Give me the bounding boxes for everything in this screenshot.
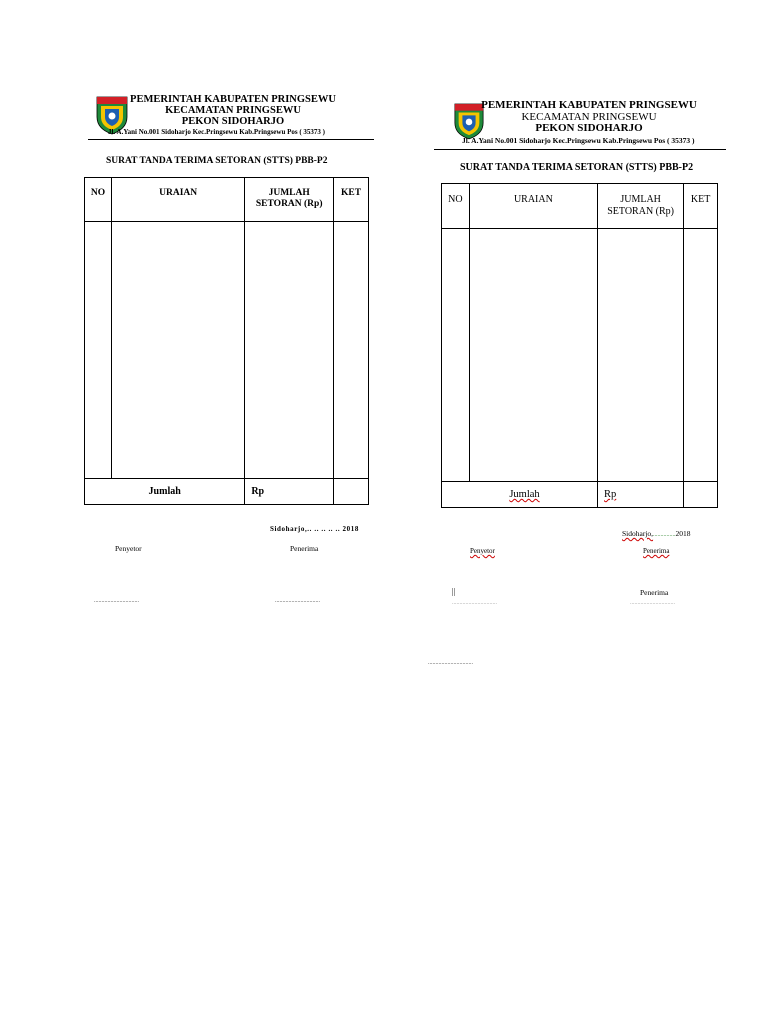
header-divider xyxy=(434,149,726,150)
penerima-signature-line[interactable]: .............................. xyxy=(630,600,675,606)
col-header-uraian: URAIAN xyxy=(111,178,244,222)
table-cell-ket[interactable] xyxy=(684,229,718,482)
penerima-signature-line[interactable]: .............................. xyxy=(275,598,320,604)
col-header-no: NO xyxy=(85,178,112,222)
header-government: PEMERINTAH KABUPATEN PRINGSEWU xyxy=(130,94,336,105)
col-header-uraian: URAIAN xyxy=(469,184,597,229)
col-header-no: NO xyxy=(442,184,470,229)
total-ket-cell[interactable] xyxy=(334,479,369,505)
table-cell-no[interactable] xyxy=(442,229,470,482)
table-cell-uraian[interactable] xyxy=(469,229,597,482)
col-header-ket: KET xyxy=(684,184,718,229)
col-header-jumlah-setoran: JUMLAH SETORAN (Rp) xyxy=(245,178,334,222)
signing-date: Sidoharjo,.. .. .. .. .. 2018 xyxy=(270,525,359,533)
table-cell-jumlah[interactable] xyxy=(598,229,684,482)
penyetor-label: Penyetor xyxy=(470,547,495,555)
header-address: Jl. A.Yani No.001 Sidoharjo Kec.Pringsewu Kab.Pringsewu Pos ( 35373 ) xyxy=(462,136,695,145)
deposit-table xyxy=(441,183,718,508)
total-amount-cell[interactable]: Rp xyxy=(245,479,334,505)
signing-place: Sidoharjo, xyxy=(622,529,654,538)
penyetor-signature-line[interactable]: .............................. xyxy=(452,600,497,606)
col-header-ket: KET xyxy=(334,178,369,222)
total-ket-cell[interactable] xyxy=(684,482,718,508)
bracket-mark: || xyxy=(452,587,456,596)
signing-date xyxy=(622,529,691,538)
table-cell-uraian[interactable] xyxy=(111,222,244,479)
header-address: Jl. A.Yani No.001 Sidoharjo Kec.Pringsewu Kab.Pringsewu Pos ( 35373 ) xyxy=(108,128,326,136)
table-cell-no[interactable] xyxy=(85,222,112,479)
total-label-cell: Jumlah xyxy=(442,482,598,508)
penyetor-signature-line[interactable]: .............................. xyxy=(94,598,139,604)
header-village: PEKON SIDOHARJO xyxy=(181,116,285,128)
extra-signature-line[interactable]: .............................. xyxy=(428,660,473,666)
deposit-table xyxy=(84,177,369,505)
penyetor-label: Penyetor xyxy=(115,544,142,553)
signing-year: 2018 xyxy=(675,529,691,538)
header-divider xyxy=(88,139,374,140)
table-cell-ket[interactable] xyxy=(334,222,369,479)
table-cell-jumlah[interactable] xyxy=(245,222,334,479)
header-district: KECAMATAN PRINGSEWU xyxy=(165,105,301,117)
penerima-label-upper: Penerima xyxy=(643,547,670,555)
signing-date-dots: ............... xyxy=(653,532,676,538)
total-label-cell: Jumlah xyxy=(85,479,245,505)
document-title: SURAT TANDA TERIMA SETORAN (STTS) PBB-P2 xyxy=(460,162,694,173)
document-title: SURAT TANDA TERIMA SETORAN (STTS) PBB-P2 xyxy=(106,156,328,166)
header-district: KECAMATAN PRINGSEWU xyxy=(521,110,657,123)
header-village: PEKON SIDOHARJO xyxy=(535,122,643,135)
penerima-label-lower: Penerima xyxy=(640,588,669,597)
header-government: PEMERINTAH KABUPATEN PRINGSEWU xyxy=(481,99,697,111)
penerima-label: Penerima xyxy=(290,544,319,553)
total-amount-cell[interactable]: Rp xyxy=(598,482,684,508)
col-header-jumlah-setoran: JUMLAH SETORAN (Rp) xyxy=(598,184,684,229)
